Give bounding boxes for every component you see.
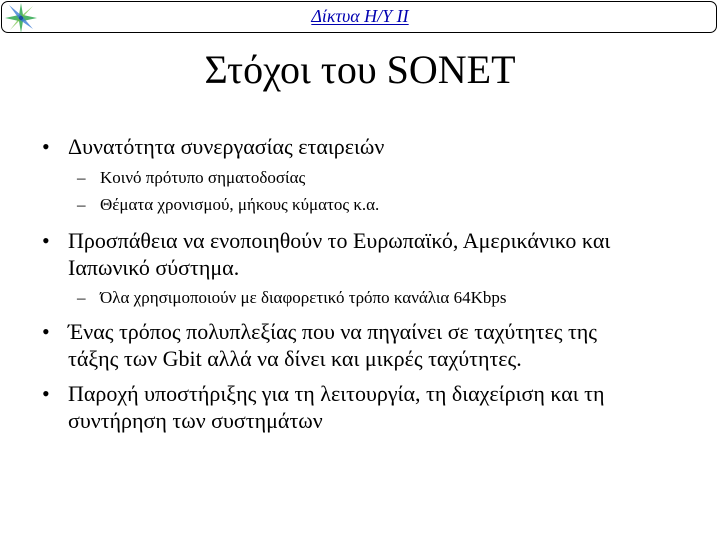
bullet-1-sub-1: Κοινό πρότυπο σηματοδοσίας <box>100 168 306 187</box>
dash-marker: – <box>77 288 86 307</box>
bullet-3-line-1: Ένας τρόπος πολυπλεξίας που να πηγαίνει σε ταχύτητες της <box>68 319 598 344</box>
bullet-marker: • <box>42 319 50 344</box>
dash-marker: – <box>77 168 86 187</box>
slide-title: Στόχοι του SONET <box>204 47 516 92</box>
star-logo-icon <box>3 1 39 35</box>
bullet-4-line-2: συντήρηση των συστημάτων <box>68 408 323 433</box>
bullet-marker: • <box>42 134 50 159</box>
bullet-4-line-1: Παροχή υποστήριξης για τη λειτουργία, τη διαχείριση και τη <box>68 381 605 406</box>
bullet-marker: • <box>42 228 50 253</box>
bullet-3-line-2: τάξης των Gbit αλλά να δίνει και μικρές ταχύτητες. <box>68 346 522 371</box>
bullet-1-sub-2: Θέματα χρονισμού, μήκους κύματος κ.α. <box>100 195 380 214</box>
header-bar <box>1 1 717 33</box>
bullet-2-line-1: Προσπάθεια να ενοποιηθούν το Ευρωπαϊκό, Αμερικάνικο και <box>68 228 611 253</box>
course-title: Δίκτυα Η/Υ ΙΙ <box>311 6 409 26</box>
bullet-2-line-2: Ιαπωνικό σύστημα. <box>68 255 240 280</box>
bullet-2-sub-1: Όλα χρησιμοποιούν με διαφορετικό τρόπο κανάλια 64Kbps <box>100 288 507 307</box>
bullet-marker: • <box>42 381 50 406</box>
dash-marker: – <box>77 195 86 214</box>
bullet-1-line-1: Δυνατότητα συνεργασίας εταιρειών <box>68 134 385 159</box>
